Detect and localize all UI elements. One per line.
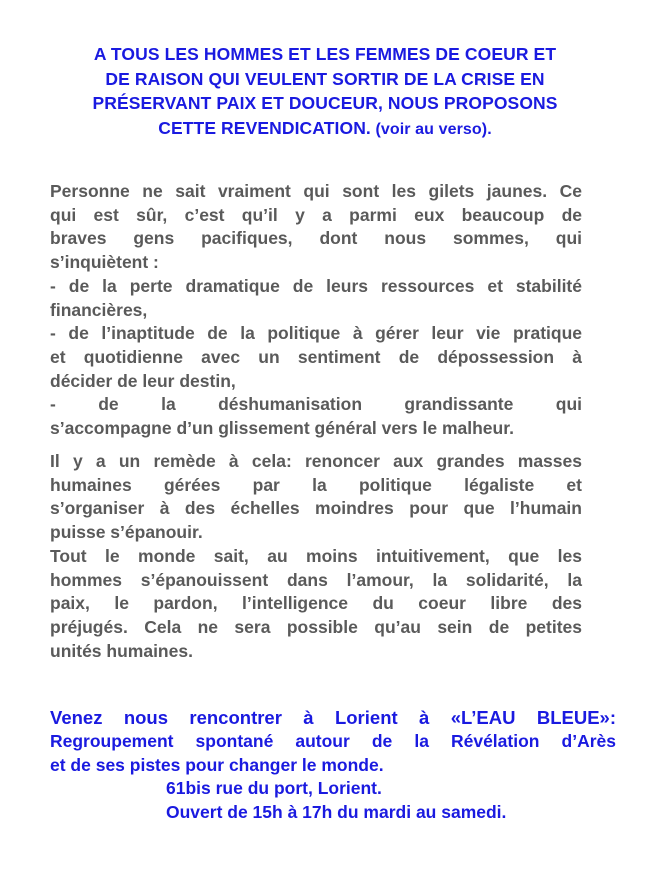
invite-line: Venez nous rencontrer à Lorient à «L’EAU BLEUE»: <box>50 707 616 728</box>
paragraph-line: financières, <box>50 299 148 320</box>
header-line-1: A TOUS LES HOMMES ET LES FEMMES DE COEUR ET <box>93 44 557 64</box>
paragraph-line: et quotidienne avec un sentiment de dépossession à <box>50 346 582 367</box>
paragraph-line: Tout le monde sait, au moins intuitivement, que les <box>50 545 582 566</box>
group-line-2: et de ses pistes pour changer le monde. <box>50 754 384 775</box>
paragraph-line: paix, le pardon, l’intelligence du coeur libre des <box>50 593 582 614</box>
flyer-header <box>50 42 600 142</box>
group-line-1: Regroupement spontané autour de la Révélation d’Arès <box>50 730 616 751</box>
paragraph-line: unités humaines. <box>50 640 193 661</box>
paragraph-line: préjugés. Cela ne sera possible qu’au sein de petites <box>50 616 582 637</box>
paragraph-line: braves gens pacifiques, dont nous sommes, qui <box>50 228 582 249</box>
flyer-footer <box>50 706 616 825</box>
paragraph-line: puisse s’épanouir. <box>50 522 203 543</box>
paragraph-line: - de la perte dramatique de leurs ressources et stabilité <box>50 275 582 296</box>
header-line-3: PRÉSERVANT PAIX ET DOUCEUR, NOUS PROPOSONS <box>92 93 558 113</box>
paragraph-line: hommes s’épanouissent dans l’amour, la solidarité, la <box>50 569 582 590</box>
paragraph-line: Personne ne sait vraiment qui sont les gilets jaunes. Ce <box>50 181 582 201</box>
paragraph-line: Il y a un remède à cela: renoncer aux grandes masses <box>50 451 582 471</box>
paragraph-remede <box>50 450 582 663</box>
paragraph-line: qui est sûr, c’est qu’il y a parmi eux beaucoup de <box>50 204 582 225</box>
paragraph-line: s’inquiètent : <box>50 252 159 273</box>
header-line-2: DE RAISON QUI VEULENT SORTIR DE LA CRISE EN <box>105 68 545 89</box>
opening-hours: Ouvert de 15h à 17h du mardi au samedi. <box>166 802 507 823</box>
paragraph-line: humaines gérées par la politique légaliste et <box>50 474 582 495</box>
paragraph-line: s’accompagne d’un glissement général vers le malheur. <box>50 418 514 439</box>
paragraph-line: s’organiser à des échelles moindres pour que l’humain <box>50 498 582 519</box>
paragraph-line: décider de leur destin, <box>50 370 236 391</box>
paragraph-line: - de l’inaptitude de la politique à gérer leur vie pratique <box>50 323 582 344</box>
header-note: (voir au verso). <box>370 120 492 138</box>
header-line-4: CETTE REVENDICATION. <box>158 117 371 138</box>
paragraph-line: - de la déshumanisation grandissante qui <box>50 394 582 415</box>
paragraph-gilets-jaunes <box>50 180 582 441</box>
address: 61bis rue du port, Lorient. <box>166 778 382 799</box>
